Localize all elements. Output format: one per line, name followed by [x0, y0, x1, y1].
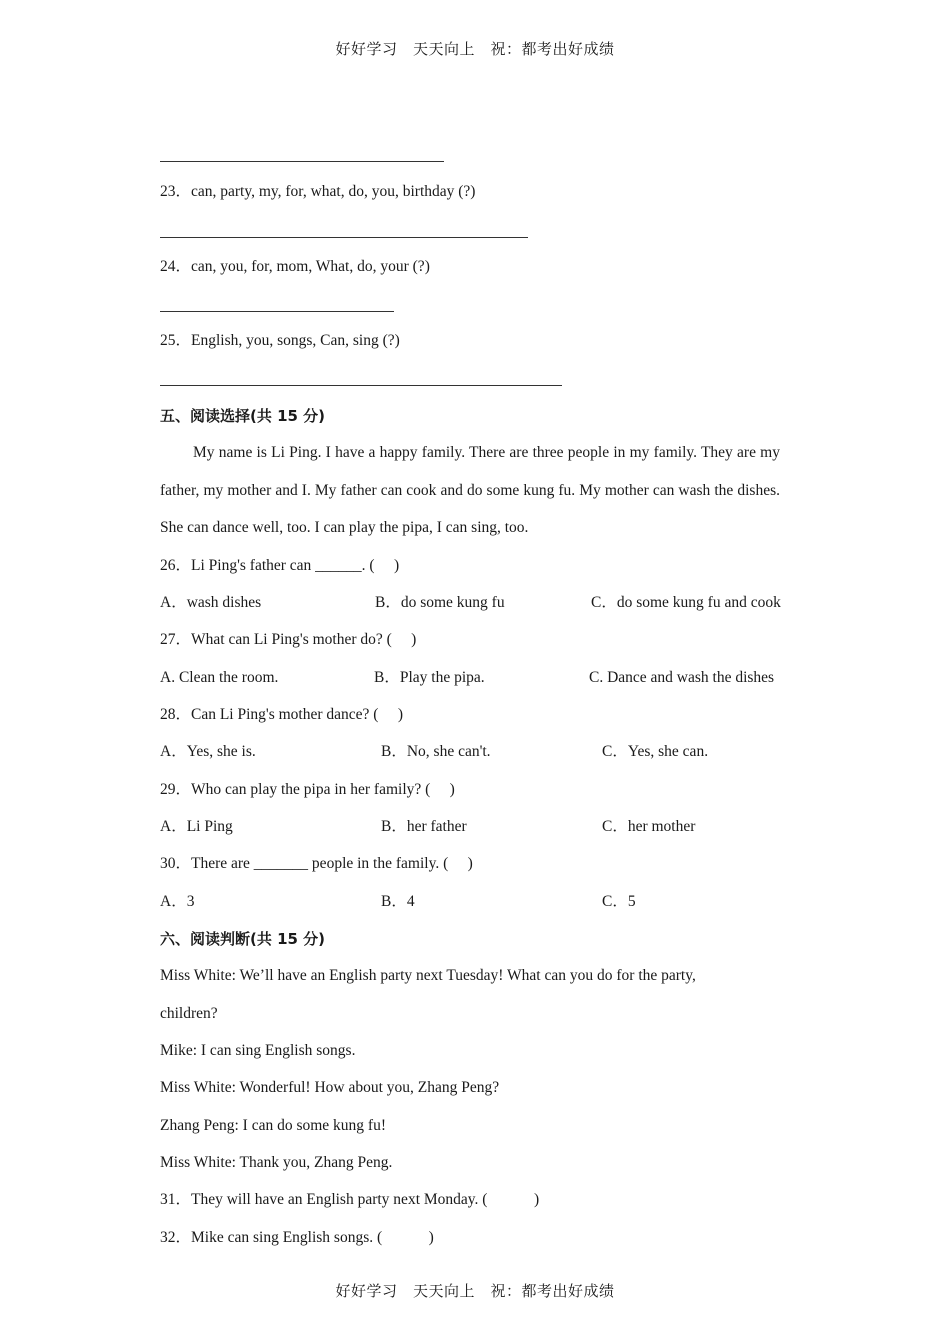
answer-line-22[interactable] — [160, 161, 444, 162]
dialogue-line: Miss White: Thank you, Zhang Peng. — [160, 1154, 393, 1171]
q28-option-c[interactable]: C．Yes, she can. — [602, 743, 709, 760]
question-30: 30．There are _______ people in the family. ( ) — [160, 855, 473, 872]
q27-option-c[interactable]: C. Dance and wash the dishes — [589, 669, 775, 686]
reading-passage — [160, 434, 780, 547]
question-28: 28．Can Li Ping's mother dance? ( ) — [160, 706, 403, 723]
answer-line-25[interactable] — [160, 385, 562, 386]
q27-option-b[interactable]: B．Play the pipa. — [374, 669, 485, 686]
q29-option-b[interactable]: B．her father — [381, 818, 467, 835]
dialogue-line: Miss White: Wonderful! How about you, Zhang Peng? — [160, 1079, 500, 1096]
statement-31: 31．They will have an English party next Monday. ( ) — [160, 1191, 540, 1208]
dialogue-line: Mike: I can sing English songs. — [160, 1042, 356, 1059]
q26-option-b[interactable]: B．do some kung fu — [375, 594, 505, 611]
dialogue-line: Miss White: We’ll have an English party next Tuesday! What can you do for the party, — [160, 967, 696, 984]
question-25: 25．English, you, songs, Can, sing (?) — [160, 332, 400, 349]
answer-line-23[interactable] — [160, 237, 528, 238]
question-23: 23．can, party, my, for, what, do, you, birthday (?) — [160, 183, 476, 200]
q30-option-b[interactable]: B．4 — [381, 893, 415, 910]
section-6-title: 六、阅读判断(共 15 分) — [160, 930, 326, 948]
question-29: 29．Who can play the pipa in her family? ( ) — [160, 781, 455, 798]
q29-option-a[interactable]: A．Li Ping — [160, 818, 233, 835]
q28-option-a[interactable]: A．Yes, she is. — [160, 743, 256, 760]
question-27: 27．What can Li Ping's mother do? ( ) — [160, 631, 417, 648]
page-header: 好好学习 天天向上 祝：都考出好成绩 — [335, 40, 615, 58]
dialogue-line: children? — [160, 1005, 218, 1022]
page-footer: 好好学习 天天向上 祝：都考出好成绩 — [335, 1282, 615, 1300]
q30-option-c[interactable]: C．5 — [602, 893, 636, 910]
reading-passage-text: My name is Li Ping. I have a happy family. There are three people in my family. They are my father, my mother and I. My father can cook and do some kung fu. My mother can wash the dishes. She can dance well, too. I can play the pipa, I can sing, too. — [160, 444, 780, 536]
question-24: 24．can, you, for, mom, What, do, your (?) — [160, 258, 430, 275]
statement-32: 32．Mike can sing English songs. ( ) — [160, 1229, 434, 1246]
q29-option-c[interactable]: C．her mother — [602, 818, 696, 835]
q26-option-a[interactable]: A．wash dishes — [160, 594, 262, 611]
q30-option-a[interactable]: A．3 — [160, 893, 195, 910]
q27-option-a[interactable]: A. Clean the room. — [160, 669, 279, 686]
q28-option-b[interactable]: B．No, she can't. — [381, 743, 491, 760]
dialogue-line: Zhang Peng: I can do some kung fu! — [160, 1117, 386, 1134]
section-5-title: 五、阅读选择(共 15 分) — [160, 407, 326, 425]
q26-option-c[interactable]: C．do some kung fu and cook — [591, 594, 781, 611]
answer-line-24[interactable] — [160, 311, 394, 312]
question-26: 26．Li Ping's father can ______. ( ) — [160, 557, 400, 574]
